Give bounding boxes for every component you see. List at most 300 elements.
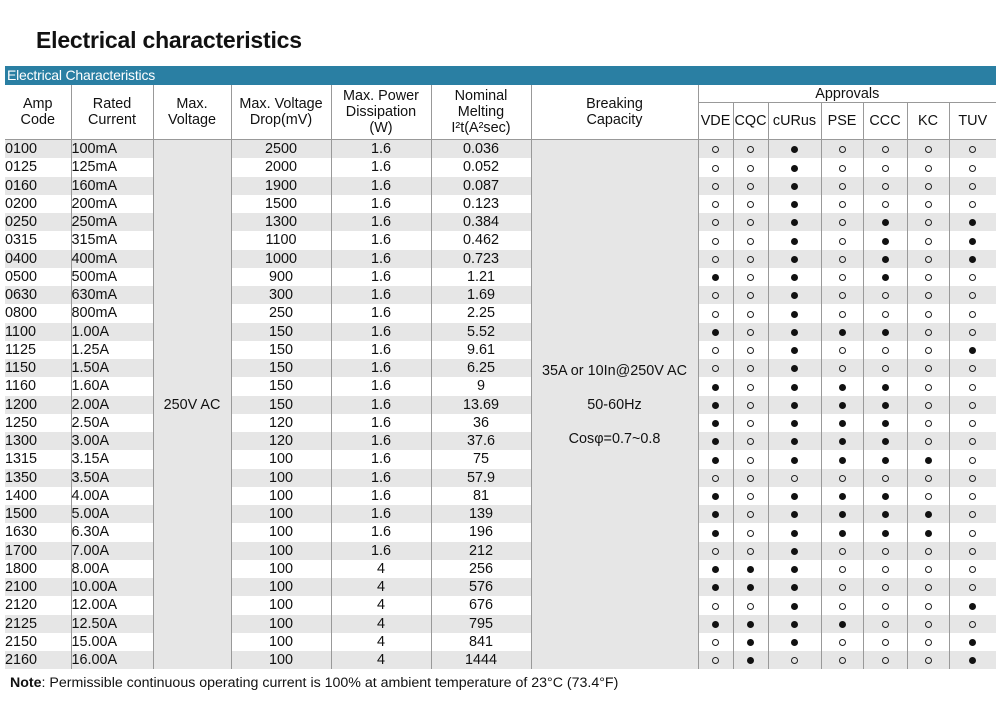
power-dissipation-cell: 1.6 — [331, 414, 431, 432]
open-circle-icon — [969, 183, 976, 190]
approval-cell-pse — [821, 195, 863, 213]
voltage-drop-cell: 900 — [231, 268, 331, 286]
power-dissipation-cell: 1.6 — [331, 469, 431, 487]
rated-current-cell: 12.50A — [71, 615, 153, 633]
open-circle-icon — [925, 292, 932, 299]
approval-cell-vde — [698, 268, 733, 286]
approval-cell-kc — [907, 396, 949, 414]
approval-cell-tuv — [949, 414, 996, 432]
rated-current-cell: 6.30A — [71, 523, 153, 541]
open-circle-icon — [839, 292, 846, 299]
melting-i2t-cell: 212 — [431, 542, 531, 560]
open-circle-icon — [747, 165, 754, 172]
filled-circle-icon — [882, 530, 889, 537]
melting-i2t-cell: 0.036 — [431, 140, 531, 159]
filled-circle-icon — [791, 292, 798, 299]
approval-cell-tuv — [949, 195, 996, 213]
approval-cell-curus — [768, 250, 821, 268]
open-circle-icon — [839, 657, 846, 664]
open-circle-icon — [925, 621, 932, 628]
open-circle-icon — [747, 438, 754, 445]
approval-cell-vde — [698, 195, 733, 213]
amp-code-cell: 1100 — [5, 323, 71, 341]
voltage-drop-cell: 100 — [231, 487, 331, 505]
header-approval-kc: KC — [907, 103, 949, 140]
approval-cell-cqc — [733, 450, 768, 468]
power-dissipation-cell: 1.6 — [331, 140, 431, 159]
open-circle-icon — [712, 311, 719, 318]
approval-cell-cqc — [733, 140, 768, 159]
filled-circle-icon — [839, 402, 846, 409]
amp-code-cell: 1500 — [5, 505, 71, 523]
amp-code-cell: 1315 — [5, 450, 71, 468]
open-circle-icon — [712, 292, 719, 299]
voltage-drop-cell: 100 — [231, 450, 331, 468]
open-circle-icon — [925, 365, 932, 372]
power-dissipation-cell: 1.6 — [331, 523, 431, 541]
open-circle-icon — [747, 311, 754, 318]
filled-circle-icon — [969, 639, 976, 646]
power-dissipation-cell: 4 — [331, 615, 431, 633]
power-dissipation-cell: 4 — [331, 560, 431, 578]
approval-cell-tuv — [949, 177, 996, 195]
open-circle-icon — [969, 475, 976, 482]
rated-current-cell: 160mA — [71, 177, 153, 195]
open-circle-icon — [969, 621, 976, 628]
approval-cell-vde — [698, 158, 733, 176]
power-dissipation-cell: 1.6 — [331, 359, 431, 377]
approval-cell-kc — [907, 432, 949, 450]
open-circle-icon — [712, 657, 719, 664]
approval-cell-vde — [698, 377, 733, 395]
open-circle-icon — [839, 238, 846, 245]
power-dissipation-cell: 1.6 — [331, 505, 431, 523]
open-circle-icon — [747, 238, 754, 245]
header-amp-code: Amp Code — [5, 85, 71, 140]
approval-cell-ccc — [863, 304, 907, 322]
breaking-capacity-cell — [531, 140, 698, 670]
open-circle-icon — [969, 402, 976, 409]
filled-circle-icon — [791, 329, 798, 336]
approval-cell-curus — [768, 633, 821, 651]
filled-circle-icon — [925, 511, 932, 518]
amp-code-cell: 2125 — [5, 615, 71, 633]
filled-circle-icon — [791, 183, 798, 190]
approval-cell-cqc — [733, 432, 768, 450]
approval-cell-pse — [821, 560, 863, 578]
open-circle-icon — [925, 657, 932, 664]
open-circle-icon — [925, 384, 932, 391]
open-circle-icon — [791, 657, 798, 664]
rated-current-cell: 100mA — [71, 140, 153, 159]
approval-cell-curus — [768, 596, 821, 614]
approval-cell-vde — [698, 286, 733, 304]
approval-cell-cqc — [733, 615, 768, 633]
open-circle-icon — [925, 603, 932, 610]
approval-cell-tuv — [949, 359, 996, 377]
approval-cell-tuv — [949, 578, 996, 596]
open-circle-icon — [969, 548, 976, 555]
spec-table — [5, 85, 996, 669]
open-circle-icon — [712, 201, 719, 208]
open-circle-icon — [882, 347, 889, 354]
amp-code-cell: 0160 — [5, 177, 71, 195]
approval-cell-curus — [768, 651, 821, 669]
rated-current-cell: 200mA — [71, 195, 153, 213]
voltage-drop-cell: 120 — [231, 414, 331, 432]
rated-current-cell: 1.60A — [71, 377, 153, 395]
approval-cell-vde — [698, 633, 733, 651]
approval-cell-kc — [907, 542, 949, 560]
rated-current-cell: 16.00A — [71, 651, 153, 669]
approval-cell-curus — [768, 450, 821, 468]
header-approval-ccc: CCC — [863, 103, 907, 140]
rated-current-cell: 250mA — [71, 213, 153, 231]
filled-circle-icon — [747, 657, 754, 664]
approval-cell-tuv — [949, 213, 996, 231]
voltage-drop-cell: 2000 — [231, 158, 331, 176]
filled-circle-icon — [791, 639, 798, 646]
approval-cell-vde — [698, 542, 733, 560]
open-circle-icon — [839, 548, 846, 555]
approval-cell-ccc — [863, 633, 907, 651]
melting-i2t-cell: 36 — [431, 414, 531, 432]
voltage-drop-cell: 1300 — [231, 213, 331, 231]
open-circle-icon — [925, 402, 932, 409]
approval-cell-curus — [768, 213, 821, 231]
approval-cell-pse — [821, 651, 863, 669]
approval-cell-tuv — [949, 560, 996, 578]
filled-circle-icon — [839, 384, 846, 391]
open-circle-icon — [882, 657, 889, 664]
filled-circle-icon — [839, 438, 846, 445]
rated-current-cell: 2.50A — [71, 414, 153, 432]
open-circle-icon — [969, 292, 976, 299]
approval-cell-cqc — [733, 542, 768, 560]
filled-circle-icon — [791, 530, 798, 537]
open-circle-icon — [712, 365, 719, 372]
approval-cell-ccc — [863, 560, 907, 578]
approval-cell-ccc — [863, 341, 907, 359]
voltage-drop-cell: 150 — [231, 377, 331, 395]
approval-cell-pse — [821, 633, 863, 651]
approval-cell-pse — [821, 304, 863, 322]
filled-circle-icon — [925, 530, 932, 537]
voltage-drop-cell: 100 — [231, 560, 331, 578]
approval-cell-cqc — [733, 469, 768, 487]
open-circle-icon — [882, 292, 889, 299]
open-circle-icon — [925, 183, 932, 190]
approval-cell-pse — [821, 414, 863, 432]
filled-circle-icon — [791, 584, 798, 591]
melting-i2t-cell: 0.087 — [431, 177, 531, 195]
amp-code-cell: 0200 — [5, 195, 71, 213]
open-circle-icon — [925, 584, 932, 591]
approval-cell-tuv — [949, 542, 996, 560]
voltage-drop-cell: 100 — [231, 505, 331, 523]
power-dissipation-cell: 1.6 — [331, 231, 431, 249]
open-circle-icon — [969, 584, 976, 591]
page-title: Electrical characteristics — [36, 27, 302, 53]
approval-cell-kc — [907, 487, 949, 505]
filled-circle-icon — [791, 420, 798, 427]
filled-circle-icon — [712, 438, 719, 445]
open-circle-icon — [839, 311, 846, 318]
open-circle-icon — [747, 274, 754, 281]
footnote-label: Note — [10, 675, 42, 691]
filled-circle-icon — [791, 146, 798, 153]
approval-cell-pse — [821, 469, 863, 487]
power-dissipation-cell: 1.6 — [331, 195, 431, 213]
max-voltage-cell: 250V AC — [153, 140, 231, 670]
amp-code-cell: 1800 — [5, 560, 71, 578]
approval-cell-tuv — [949, 250, 996, 268]
header-approvals: Approvals — [698, 85, 996, 103]
open-circle-icon — [882, 146, 889, 153]
approval-cell-vde — [698, 359, 733, 377]
approval-cell-vde — [698, 414, 733, 432]
open-circle-icon — [747, 475, 754, 482]
approval-cell-tuv — [949, 396, 996, 414]
open-circle-icon — [925, 165, 932, 172]
melting-i2t-cell: 139 — [431, 505, 531, 523]
amp-code-cell: 2120 — [5, 596, 71, 614]
filled-circle-icon — [712, 329, 719, 336]
amp-code-cell: 2160 — [5, 651, 71, 669]
approval-cell-kc — [907, 177, 949, 195]
spec-table-body — [5, 140, 996, 670]
rated-current-cell: 3.00A — [71, 432, 153, 450]
open-circle-icon — [712, 183, 719, 190]
approval-cell-vde — [698, 177, 733, 195]
footnote-text: : Permissible continuous operating current is 100% at ambient temperature of 23°C (73.4°F) — [41, 675, 619, 691]
open-circle-icon — [839, 274, 846, 281]
filled-circle-icon — [712, 584, 719, 591]
approval-cell-kc — [907, 596, 949, 614]
approval-cell-tuv — [949, 268, 996, 286]
approval-cell-tuv — [949, 523, 996, 541]
melting-i2t-cell: 576 — [431, 578, 531, 596]
power-dissipation-cell: 1.6 — [331, 323, 431, 341]
rated-current-cell: 400mA — [71, 250, 153, 268]
approval-cell-kc — [907, 615, 949, 633]
filled-circle-icon — [882, 256, 889, 263]
approval-cell-pse — [821, 596, 863, 614]
filled-circle-icon — [969, 219, 976, 226]
approval-cell-vde — [698, 323, 733, 341]
open-circle-icon — [925, 548, 932, 555]
filled-circle-icon — [712, 511, 719, 518]
amp-code-cell: 0125 — [5, 158, 71, 176]
voltage-drop-cell: 300 — [231, 286, 331, 304]
filled-circle-icon — [791, 238, 798, 245]
approval-cell-ccc — [863, 596, 907, 614]
filled-circle-icon — [882, 457, 889, 464]
open-circle-icon — [712, 475, 719, 482]
approval-cell-kc — [907, 469, 949, 487]
voltage-drop-cell: 1100 — [231, 231, 331, 249]
approval-cell-cqc — [733, 177, 768, 195]
voltage-drop-cell: 1000 — [231, 250, 331, 268]
filled-circle-icon — [712, 402, 719, 409]
melting-i2t-cell: 0.384 — [431, 213, 531, 231]
open-circle-icon — [925, 219, 932, 226]
rated-current-cell: 1.25A — [71, 341, 153, 359]
open-circle-icon — [747, 292, 754, 299]
melting-i2t-cell: 2.25 — [431, 304, 531, 322]
approval-cell-ccc — [863, 542, 907, 560]
filled-circle-icon — [969, 603, 976, 610]
approval-cell-curus — [768, 158, 821, 176]
filled-circle-icon — [791, 511, 798, 518]
approval-cell-pse — [821, 140, 863, 159]
approval-cell-ccc — [863, 250, 907, 268]
amp-code-cell: 1125 — [5, 341, 71, 359]
open-circle-icon — [969, 420, 976, 427]
open-circle-icon — [925, 347, 932, 354]
open-circle-icon — [925, 329, 932, 336]
breaking-capacity-line: 50-60Hz — [587, 396, 642, 413]
power-dissipation-cell: 1.6 — [331, 542, 431, 560]
voltage-drop-cell: 100 — [231, 578, 331, 596]
open-circle-icon — [839, 347, 846, 354]
filled-circle-icon — [712, 384, 719, 391]
approval-cell-curus — [768, 560, 821, 578]
approval-cell-kc — [907, 359, 949, 377]
open-circle-icon — [882, 639, 889, 646]
open-circle-icon — [882, 603, 889, 610]
open-circle-icon — [882, 621, 889, 628]
melting-i2t-cell: 0.052 — [431, 158, 531, 176]
approval-cell-curus — [768, 505, 821, 523]
electrical-characteristics-table — [5, 66, 996, 669]
approval-cell-ccc — [863, 469, 907, 487]
voltage-drop-cell: 120 — [231, 432, 331, 450]
approval-cell-ccc — [863, 432, 907, 450]
approval-cell-tuv — [949, 231, 996, 249]
approval-cell-cqc — [733, 359, 768, 377]
amp-code-cell: 0315 — [5, 231, 71, 249]
filled-circle-icon — [882, 329, 889, 336]
melting-i2t-cell: 795 — [431, 615, 531, 633]
amp-code-cell: 1300 — [5, 432, 71, 450]
filled-circle-icon — [839, 329, 846, 336]
approval-cell-pse — [821, 432, 863, 450]
rated-current-cell: 8.00A — [71, 560, 153, 578]
filled-circle-icon — [791, 493, 798, 500]
approval-cell-kc — [907, 323, 949, 341]
approval-cell-kc — [907, 286, 949, 304]
rated-current-cell: 5.00A — [71, 505, 153, 523]
approval-cell-kc — [907, 304, 949, 322]
filled-circle-icon — [791, 548, 798, 555]
open-circle-icon — [712, 165, 719, 172]
amp-code-cell: 2150 — [5, 633, 71, 651]
approval-cell-kc — [907, 158, 949, 176]
header-nominal-melting: Nominal Melting I²t(A²sec) — [431, 85, 531, 140]
filled-circle-icon — [791, 347, 798, 354]
open-circle-icon — [747, 493, 754, 500]
melting-i2t-cell: 37.6 — [431, 432, 531, 450]
approval-cell-vde — [698, 213, 733, 231]
filled-circle-icon — [791, 566, 798, 573]
filled-circle-icon — [712, 530, 719, 537]
approval-cell-pse — [821, 359, 863, 377]
open-circle-icon — [969, 365, 976, 372]
voltage-drop-cell: 100 — [231, 615, 331, 633]
approval-cell-vde — [698, 304, 733, 322]
approval-cell-ccc — [863, 651, 907, 669]
approval-cell-kc — [907, 213, 949, 231]
melting-i2t-cell: 57.9 — [431, 469, 531, 487]
filled-circle-icon — [791, 274, 798, 281]
power-dissipation-cell: 1.6 — [331, 158, 431, 176]
approval-cell-cqc — [733, 596, 768, 614]
melting-i2t-cell: 256 — [431, 560, 531, 578]
approval-cell-cqc — [733, 377, 768, 395]
approval-cell-kc — [907, 578, 949, 596]
open-circle-icon — [969, 201, 976, 208]
melting-i2t-cell: 75 — [431, 450, 531, 468]
footnote — [10, 675, 618, 691]
approval-cell-curus — [768, 432, 821, 450]
filled-circle-icon — [791, 165, 798, 172]
power-dissipation-cell: 1.6 — [331, 341, 431, 359]
approval-cell-curus — [768, 195, 821, 213]
filled-circle-icon — [882, 438, 889, 445]
melting-i2t-cell: 9.61 — [431, 341, 531, 359]
melting-i2t-cell: 1444 — [431, 651, 531, 669]
approval-cell-pse — [821, 213, 863, 231]
approval-cell-ccc — [863, 396, 907, 414]
filled-circle-icon — [712, 457, 719, 464]
voltage-drop-cell: 150 — [231, 323, 331, 341]
approval-cell-cqc — [733, 304, 768, 322]
approval-cell-tuv — [949, 487, 996, 505]
approval-cell-curus — [768, 615, 821, 633]
approval-cell-cqc — [733, 323, 768, 341]
approval-cell-pse — [821, 505, 863, 523]
power-dissipation-cell: 1.6 — [331, 177, 431, 195]
approval-cell-curus — [768, 231, 821, 249]
rated-current-cell: 1.00A — [71, 323, 153, 341]
open-circle-icon — [882, 365, 889, 372]
open-circle-icon — [747, 329, 754, 336]
rated-current-cell: 10.00A — [71, 578, 153, 596]
power-dissipation-cell: 4 — [331, 578, 431, 596]
amp-code-cell: 1250 — [5, 414, 71, 432]
approval-cell-vde — [698, 432, 733, 450]
open-circle-icon — [747, 146, 754, 153]
open-circle-icon — [747, 457, 754, 464]
amp-code-cell: 1160 — [5, 377, 71, 395]
approval-cell-pse — [821, 396, 863, 414]
header-approval-vde: VDE — [698, 103, 733, 140]
rated-current-cell: 315mA — [71, 231, 153, 249]
filled-circle-icon — [839, 511, 846, 518]
open-circle-icon — [747, 548, 754, 555]
open-circle-icon — [969, 438, 976, 445]
power-dissipation-cell: 1.6 — [331, 396, 431, 414]
filled-circle-icon — [791, 311, 798, 318]
voltage-drop-cell: 100 — [231, 469, 331, 487]
amp-code-cell: 1700 — [5, 542, 71, 560]
amp-code-cell: 0800 — [5, 304, 71, 322]
approval-cell-vde — [698, 469, 733, 487]
approval-cell-vde — [698, 487, 733, 505]
open-circle-icon — [925, 438, 932, 445]
approval-cell-kc — [907, 450, 949, 468]
